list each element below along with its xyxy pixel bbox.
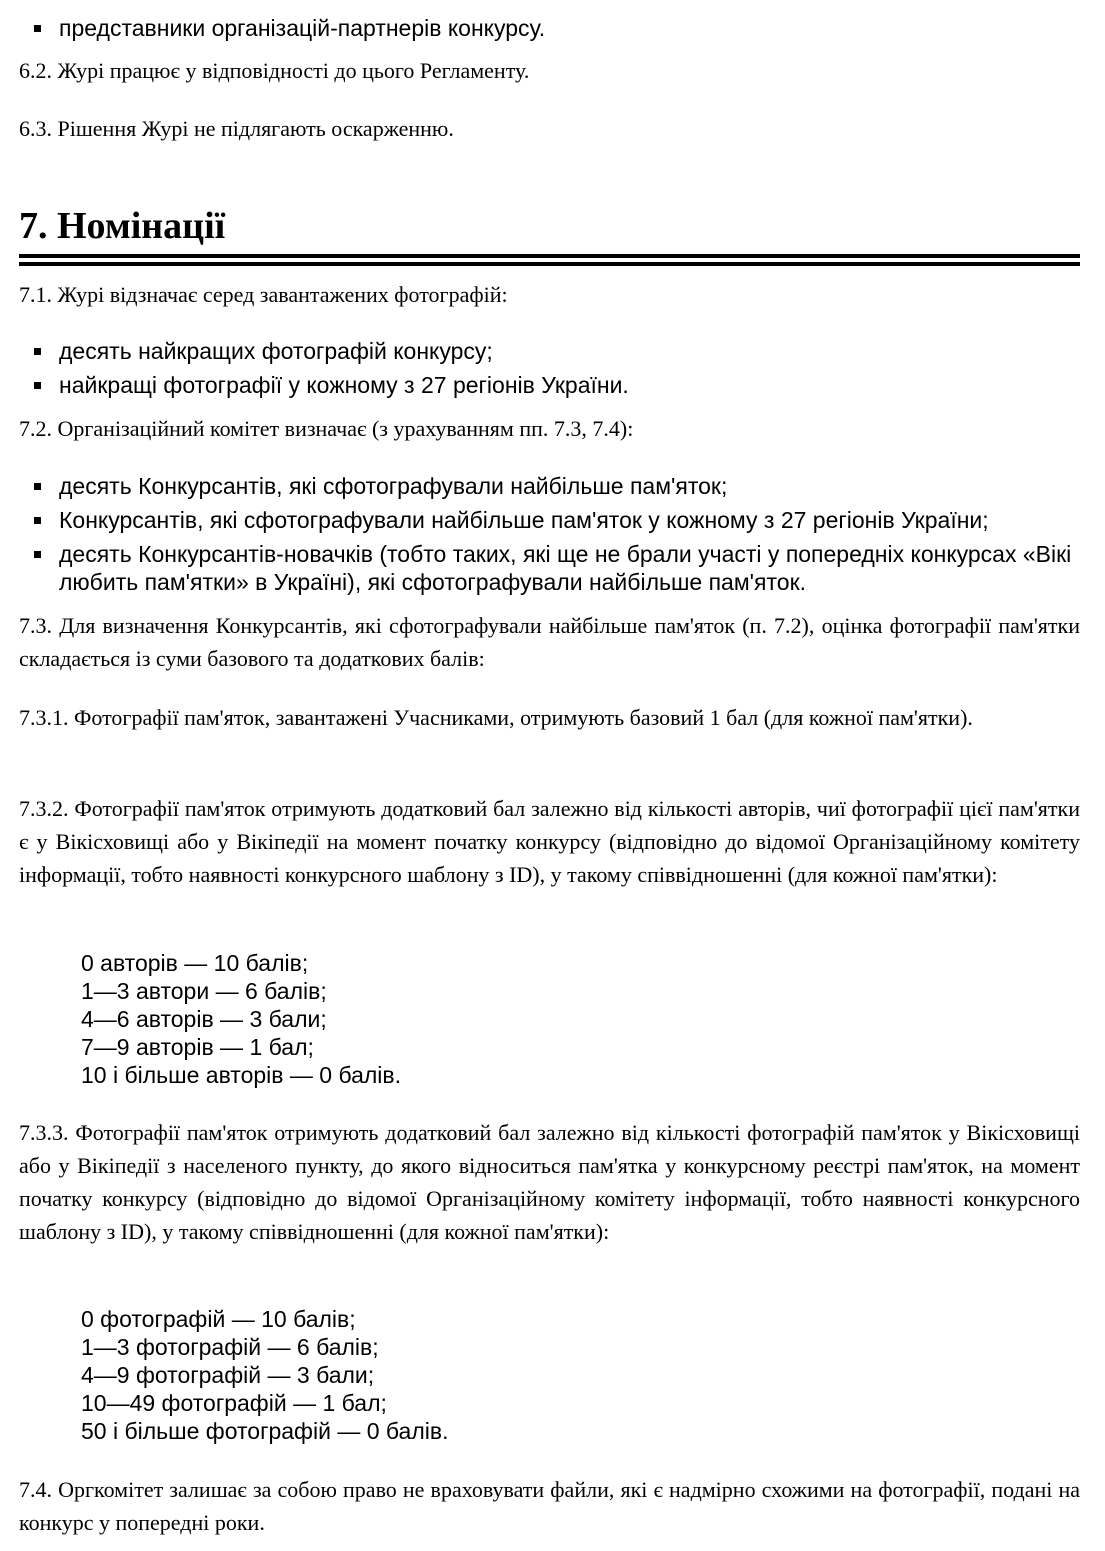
partners-list [19,14,1080,48]
bullet-icon [34,551,41,558]
section-7-header [19,204,1080,266]
scale-line: 10—49 фотографій — 1 бал; [81,1390,387,1416]
list-item-text: найкращі фотографії у кожному з 27 регіонів України. [59,372,629,398]
section-divider [19,254,1080,266]
scale-line: 4—6 авторів — 3 бали; [81,1006,327,1032]
paragraph-7-1: 7.1. Журі відзначає серед завантажених фотографій: [19,282,508,307]
scale-line: 0 фотографій — 10 балів; [81,1306,356,1332]
paragraph-7-3-3: 7.3.3. Фотографії пам'яток отримують додатковий бал залежно від кількості фотографій пам'яток у Вікісховищі або у Вікіпедії з населеного пункту, до якого відноситься пам'ятка у конкурсному реєстрі пам'яток, на момент початку конкурсу (відповідно до відомої Організаційному комітету інформації, тобто наявності конкурсного шаблону з ID), у такому співвідношенні (для кожної пам'ятки): [19,1120,1080,1244]
scale-line: 10 і більше авторів — 0 балів. [81,1062,402,1088]
paragraph-7-3: 7.3. Для визначення Конкурсантів, які сфотографували найбільше пам'яток (п. 7.2), оцінка фотографії пам'ятки складається із суми базового та додаткових балів: [19,613,1080,671]
paragraph-6-2: 6.2. Журі працює у відповідності до цього Регламенту. [19,58,530,83]
scale-line: 50 і більше фотографій — 0 балів. [81,1418,449,1444]
scale-line: 4—9 фотографій — 3 бали; [81,1362,375,1388]
paragraph-7-3-2: 7.3.2. Фотографії пам'яток отримують додатковий бал залежно від кількості авторів, чиї фотографії цієї пам'ятки є у Вікісховищі або у Вікіпедії на момент початку конкурсу (відповідно до відомої Організаційному комітету інформації, тобто наявності конкурсного шаблону з ID), у такому співвідношенні (для кожної пам'ятки): [19,796,1080,887]
list-item-text: десять найкращих фотографій конкурсу; [59,338,493,364]
bullet-icon [34,483,41,490]
list-item-text: Конкурсантів, які сфотографували найбільше пам'яток у кожному з 27 регіонів України; [59,507,989,533]
list-item [19,337,1080,365]
list-item [19,14,1080,42]
bullet-icon [34,517,41,524]
list-item [19,472,1080,500]
paragraph-7-4: 7.4. Оргкомітет залишає за собою право не враховувати файли, які є надмірно схожими на фотографії, подані на конкурс у попередні роки. [19,1477,1080,1535]
scale-line: 1—3 автори — 6 балів; [81,978,327,1004]
scale-line: 0 авторів — 10 балів; [81,950,309,976]
nominations-jury-list [19,337,1080,405]
bullet-icon [34,382,41,389]
list-item-text: представники організацій-партнерів конкурсу. [59,15,546,41]
list-item [19,506,1080,534]
paragraph-7-3-1: 7.3.1. Фотографії пам'яток, завантажені Учасниками, отримують базовий 1 бал (для кожної пам'ятки). [19,705,973,730]
list-item [19,371,1080,399]
authors-scale [19,949,1105,1089]
list-item [19,540,1080,596]
nominations-committee-list [19,472,1080,602]
scale-line: 7—9 авторів — 1 бал; [81,1034,314,1060]
scale-line: 1—3 фотографій — 6 балів; [81,1334,379,1360]
paragraph-6-3: 6.3. Рішення Журі не підлягають оскарженню. [19,116,454,141]
bullet-icon [34,25,41,32]
photos-scale [19,1305,1105,1445]
paragraph-7-2: 7.2. Організаційний комітет визначає (з урахуванням пп. 7.3, 7.4): [19,416,634,441]
bullet-icon [34,348,41,355]
list-item-text: десять Конкурсантів, які сфотографували найбільше пам'яток; [59,473,728,499]
list-item-text: десять Конкурсантів-новачків (тобто таких, які ще не брали участі у попередніх конкурсах «Вікі любить пам'ятки» в Україні), які сфотографували найбільше пам'яток. [59,541,1072,595]
section-title: 7. Номінації [19,205,226,247]
